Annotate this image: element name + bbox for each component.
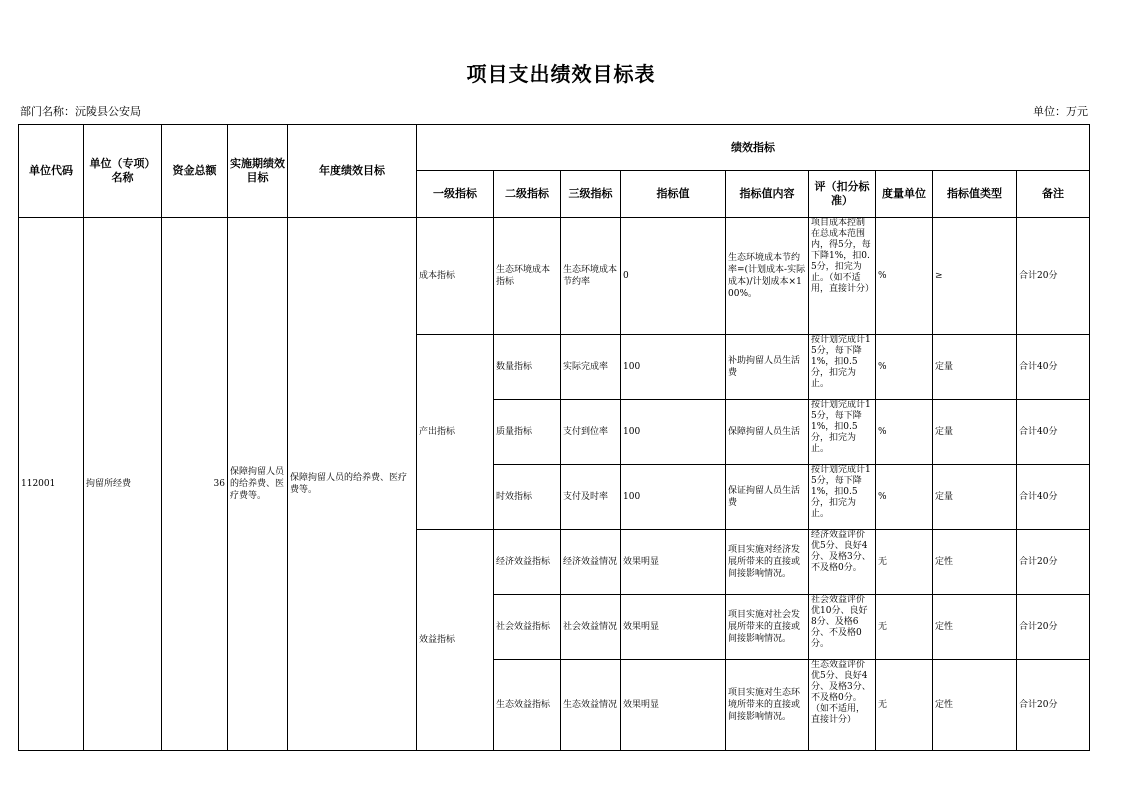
row-remark: 合计20分: [1017, 595, 1090, 660]
row-value: 100: [621, 400, 726, 465]
row-content: 项目实施对经济发展所带来的直接或间接影响情况。: [726, 530, 809, 595]
row-type: 定性: [933, 660, 1017, 751]
row-remark: 合计20分: [1017, 660, 1090, 751]
row-level2: 生态环境成本指标: [494, 218, 561, 335]
row-unit: 无: [876, 530, 933, 595]
col-value-type: 指标值类型: [933, 171, 1017, 218]
row-remark: 合计40分: [1017, 335, 1090, 400]
row-value: 效果明显: [621, 530, 726, 595]
col-level2: 二级指标: [494, 171, 561, 218]
project-code: 112001: [19, 218, 84, 751]
row-value: 100: [621, 465, 726, 530]
row-level3: 支付及时率: [561, 465, 621, 530]
row-remark: 合计20分: [1017, 218, 1090, 335]
row-unit: %: [876, 400, 933, 465]
row-value: 效果明显: [621, 660, 726, 751]
row-remark: 合计20分: [1017, 530, 1090, 595]
row-level3: 社会效益情况: [561, 595, 621, 660]
col-total-funds: 资金总额: [162, 125, 228, 218]
department-name: 部门名称：沅陵县公安局: [20, 105, 141, 118]
group-cost: 成本指标: [417, 218, 494, 335]
row-content: 补助拘留人员生活费: [726, 335, 809, 400]
col-remark: 备注: [1017, 171, 1090, 218]
row-unit: %: [876, 335, 933, 400]
row-remark: 合计40分: [1017, 465, 1090, 530]
row-scoring: 社会效益评价优10分、良好8分、及格6分、不及格0分。: [809, 595, 876, 660]
performance-table: [18, 124, 1090, 751]
row-scoring: 按计划完成计15分，每下降1%，扣0.5分，扣完为止。: [809, 335, 876, 400]
row-level2: 质量指标: [494, 400, 561, 465]
row-level3: 支付到位率: [561, 400, 621, 465]
header-row-1: [19, 125, 1090, 171]
group-benefit: 效益指标: [417, 530, 494, 751]
col-unit-name: 单位（专项）名称: [84, 125, 162, 218]
row-type: 定性: [933, 530, 1017, 595]
row-content: 保障拘留人员生活: [726, 400, 809, 465]
row-type: 定性: [933, 595, 1017, 660]
row-level3: 经济效益情况: [561, 530, 621, 595]
row-content: 保证拘留人员生活费: [726, 465, 809, 530]
row-scoring: 生态效益评价优5分、良好4分、及格3分、不及格0分。（如不适用，直接计分）: [809, 660, 876, 751]
row-level2: 数量指标: [494, 335, 561, 400]
row-type: 定量: [933, 400, 1017, 465]
row-level2: 时效指标: [494, 465, 561, 530]
col-level3: 三级指标: [561, 171, 621, 218]
row-remark: 合计40分: [1017, 400, 1090, 465]
row-value: 0: [621, 218, 726, 335]
col-value: 指标值: [621, 171, 726, 218]
project-name: 拘留所经费: [84, 218, 162, 751]
project-annual-goal: 保障拘留人员的给养费、医疗费等。: [288, 218, 417, 751]
row-scoring: 按计划完成计15分，每下降1%，扣0.5分，扣完为止。: [809, 465, 876, 530]
currency-unit: 单位：万元: [1033, 105, 1088, 118]
row-type: 定量: [933, 335, 1017, 400]
col-unit-code: 单位代码: [19, 125, 84, 218]
project-period-goal: 保障拘留人员的给养费、医疗费等。: [228, 218, 288, 751]
row-unit: %: [876, 218, 933, 335]
row-content: 项目实施对社会发展所带来的直接或间接影响情况。: [726, 595, 809, 660]
row-scoring: 项目成本控制在总成本范围内，得5分，每下降1%，扣0.5分，扣完为止。（如不适用，直接计分）: [809, 218, 876, 335]
row-unit: %: [876, 465, 933, 530]
col-content: 指标值内容: [726, 171, 809, 218]
col-annual-goal: 年度绩效目标: [288, 125, 417, 218]
group-output: 产出指标: [417, 335, 494, 530]
col-period-goal: 实施期绩效目标: [228, 125, 288, 218]
row-level3: 生态环境成本节约率: [561, 218, 621, 335]
row-scoring: 经济效益评价优5分、良好4分、及格3分、不及格0分。: [809, 530, 876, 595]
row-scoring: 按计划完成计15分，每下降1%，扣0.5分，扣完为止。: [809, 400, 876, 465]
row-unit: 无: [876, 595, 933, 660]
row-level2: 社会效益指标: [494, 595, 561, 660]
col-measure-unit: 度量单位: [876, 171, 933, 218]
row-type: ≥: [933, 218, 1017, 335]
page-title: 项目支出绩效目标表: [466, 62, 656, 86]
project-funds: 36: [162, 218, 228, 751]
row-level3: 生态效益情况: [561, 660, 621, 751]
row-unit: 无: [876, 660, 933, 751]
row-level2: 经济效益指标: [494, 530, 561, 595]
row-content: 项目实施对生态环境所带来的直接或间接影响情况。: [726, 660, 809, 751]
row-value: 效果明显: [621, 595, 726, 660]
row-value: 100: [621, 335, 726, 400]
row-type: 定量: [933, 465, 1017, 530]
row-level3: 实际完成率: [561, 335, 621, 400]
col-indicators: 绩效指标: [417, 125, 1090, 171]
col-scoring: 评（扣分标准）: [809, 171, 876, 218]
table-row: [19, 218, 1090, 335]
row-content: 生态环境成本节约率=(计划成本-实际成本)/计划成本×100%。: [726, 218, 809, 335]
col-level1: 一级指标: [417, 171, 494, 218]
row-level2: 生态效益指标: [494, 660, 561, 751]
